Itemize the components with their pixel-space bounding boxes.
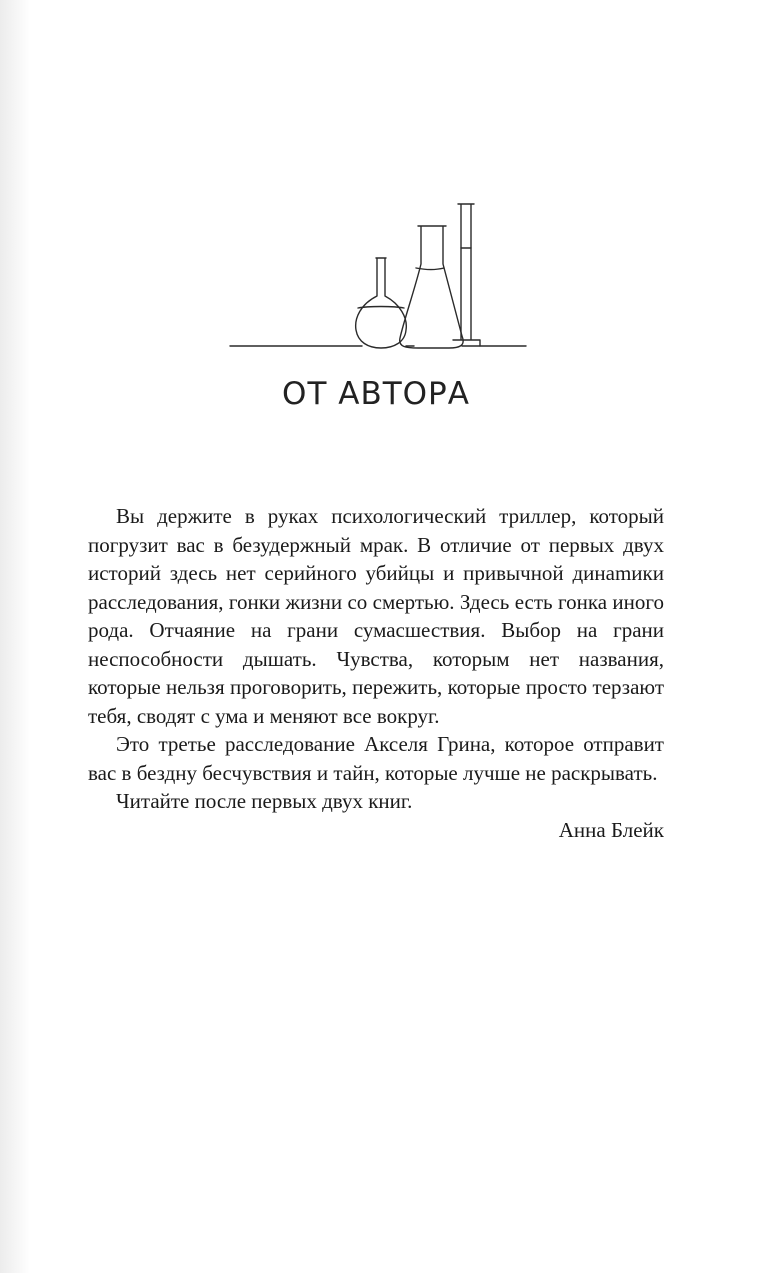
laboratory-glassware-icon (228, 200, 530, 352)
author-signature: Анна Блейк (558, 817, 664, 842)
paragraph-reading-order: Читайте после первых двух книг. (116, 789, 413, 813)
chapter-title: ОТ АВТОРА (282, 376, 470, 412)
author-note-body (88, 502, 664, 844)
page-edge-shadow (0, 0, 30, 1273)
paragraph-intro: Вы держите в руках психологический триллер, который погрузит вас в безудержный мрак. В отличие от первых двух историй здесь нет серийного убийцы и привычной динаmики расследования, гонки жизни со смертью. Здесь есть гонка иного рода. Отчаяние на грани сумасшествия. Выбор на грани неспособности дышать. Чувства, которым нет названия, которые нельзя проговорить, пережить, которые просто терзают тебя, сводят с ума и меняют все вокруг. (88, 504, 664, 728)
paragraph-third-investigation: Это третье расследование Акселя Грина, которое отправит вас в бездну бесчувствия и тайн, которые лучше не раскрывать. (88, 732, 664, 785)
